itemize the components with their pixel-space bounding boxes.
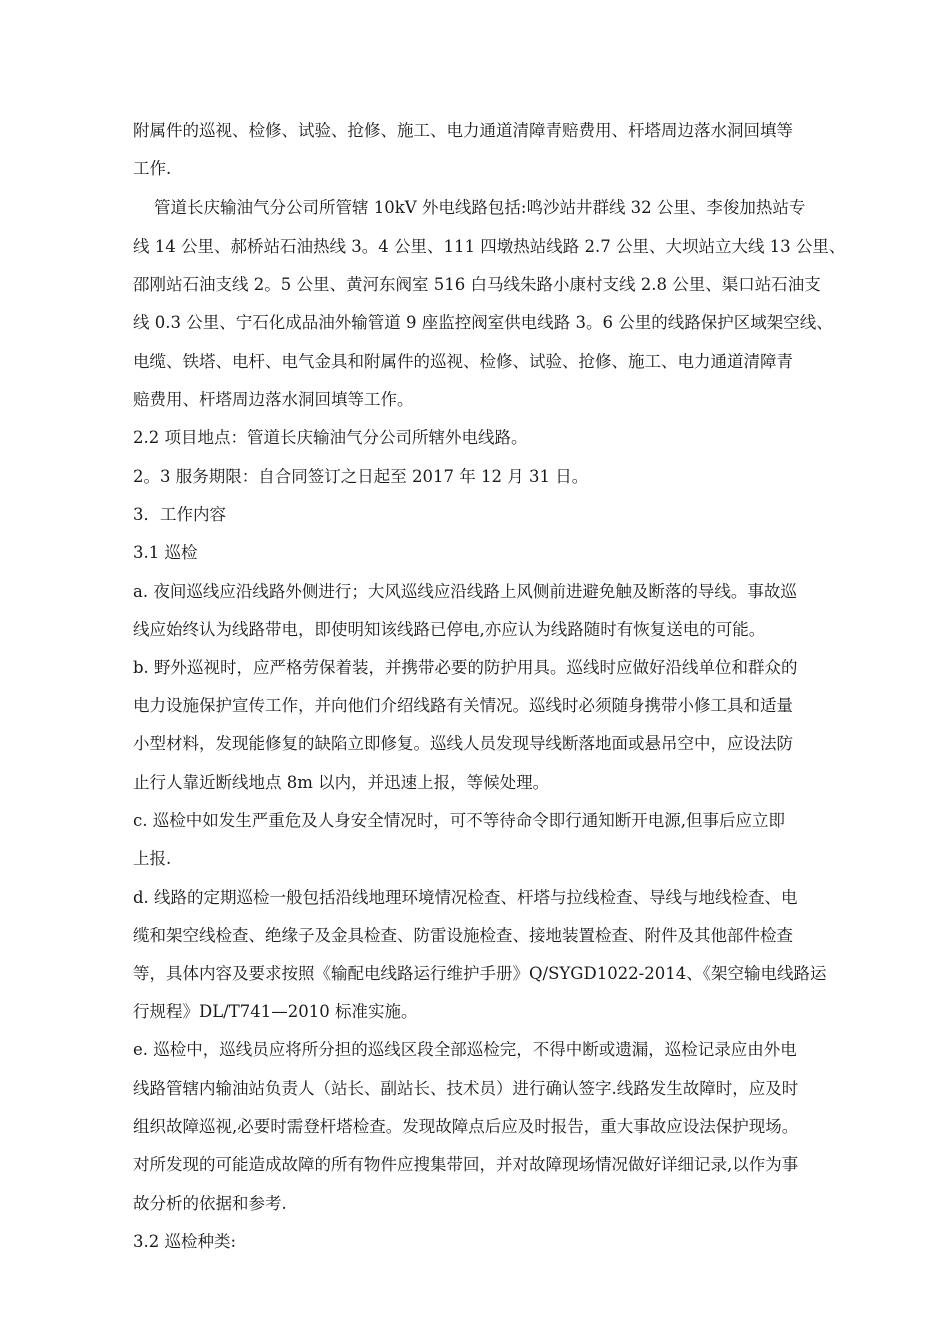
text-line: 线 14 公里、郝桥站石油热线 3。4 公里、111 四墩热站线路 2.7 公里、大坝站立大线 13 公里、 (133, 237, 846, 256)
text-line: a. 夜间巡线应沿线路外侧进行；大风巡线应沿线路上风侧前进避免触及断落的导线。事故巡 (133, 582, 797, 601)
text-line: 止行人靠近断线地点 8m 以内，并迅速上报，等候处理。 (133, 773, 550, 792)
text-line: 行规程》DL/T741—2010 标准实施。 (133, 1002, 418, 1021)
text-line: 对所发现的可能造成故障的所有物件应搜集带回，并对故障现场情况做好详细记录,以作为事 (133, 1155, 799, 1174)
text-line: 组织故障巡视,必要时需登杆塔检查。发现故障点后应及时报告，重大事故应设法保护现场。 (133, 1117, 799, 1136)
text-line: b. 野外巡视时，应严格劳保着装，并携带必要的防护用具。巡线时应做好沿线单位和群众的 (133, 658, 798, 677)
text-line: 故分析的依据和参考. (133, 1194, 287, 1213)
text-line: 附属件的巡视、检修、试验、抢修、施工、电力通道清障青赔费用、杆塔周边落水洞回填等 (133, 121, 793, 140)
text-line: e. 巡检中，巡线员应将所分担的巡线区段全部巡检完，不得中断或遗漏，巡检记录应由外电 (133, 1040, 797, 1059)
text-line: 管道长庆输油气分公司所管辖 10kV 外电线路包括:鸣沙站井群线 32 公里、李俊加热站专 (133, 198, 806, 217)
text-line: 线 0.3 公里、宁石化成品油外输管道 9 座监控阀室供电线路 3。6 公里的线路保护区域架空线、 (133, 313, 833, 332)
text-line: c. 巡检中如发生严重危及人身安全情况时，可不等待命令即行通知断开电源,但事后应立即 (133, 811, 785, 830)
text-line: 赔费用、杆塔周边落水洞回填等工作。 (133, 390, 414, 409)
text-line: 电力设施保护宣传工作，并向他们介绍线路有关情况。巡线时必须随身携带小修工具和适量 (133, 696, 793, 715)
text-line: 工作. (133, 159, 172, 178)
text-line: 缆和架空线检查、绝缘子及金具检查、防雷设施检查、接地装置检查、附件及其他部件检查 (133, 926, 793, 945)
section-line: 2。3 服务期限：自合同签订之日起至 2017 年 12 月 31 日。 (133, 467, 589, 486)
text-line: d. 线路的定期巡检一般包括沿线地理环境情况检查、杆塔与拉线检查、导线与地线检查、电 (133, 888, 798, 907)
text-line: 小型材料，发现能修复的缺陷立即修复。巡线人员发现导线断落地面或悬吊空中，应设法防 (133, 734, 793, 753)
text-line: 上报. (133, 849, 172, 868)
section-heading: 3．工作内容 (133, 505, 226, 524)
section-heading: 3.2 巡检种类: (133, 1232, 237, 1251)
text-line: 线应始终认为线路带电，即使明知该线路已停电,亦应认为线路随时有恢复送电的可能。 (133, 620, 766, 639)
text-line: 邵刚站石油支线 2。5 公里、黄河东阀室 516 白马线朱路小康村支线 2.8 公里、渠口站石油支 (133, 275, 821, 294)
section-heading: 3.1 巡检 (133, 543, 198, 562)
section-line: 2.2 项目地点：管道长庆输油气分公司所辖外电线路。 (133, 428, 528, 447)
text-line: 线路管辖内输油站负责人（站长、副站长、技术员）进行确认签字.线路发生故障时，应及时 (133, 1079, 799, 1098)
text-line: 等，具体内容及要求按照《输配电线路运行维护手册》Q/SYGD1022-2014、《架空输电线路运 (133, 964, 827, 983)
text-line: 电缆、铁塔、电杆、电气金具和附属件的巡视、检修、试验、抢修、施工、电力通道清障青 (133, 352, 793, 371)
